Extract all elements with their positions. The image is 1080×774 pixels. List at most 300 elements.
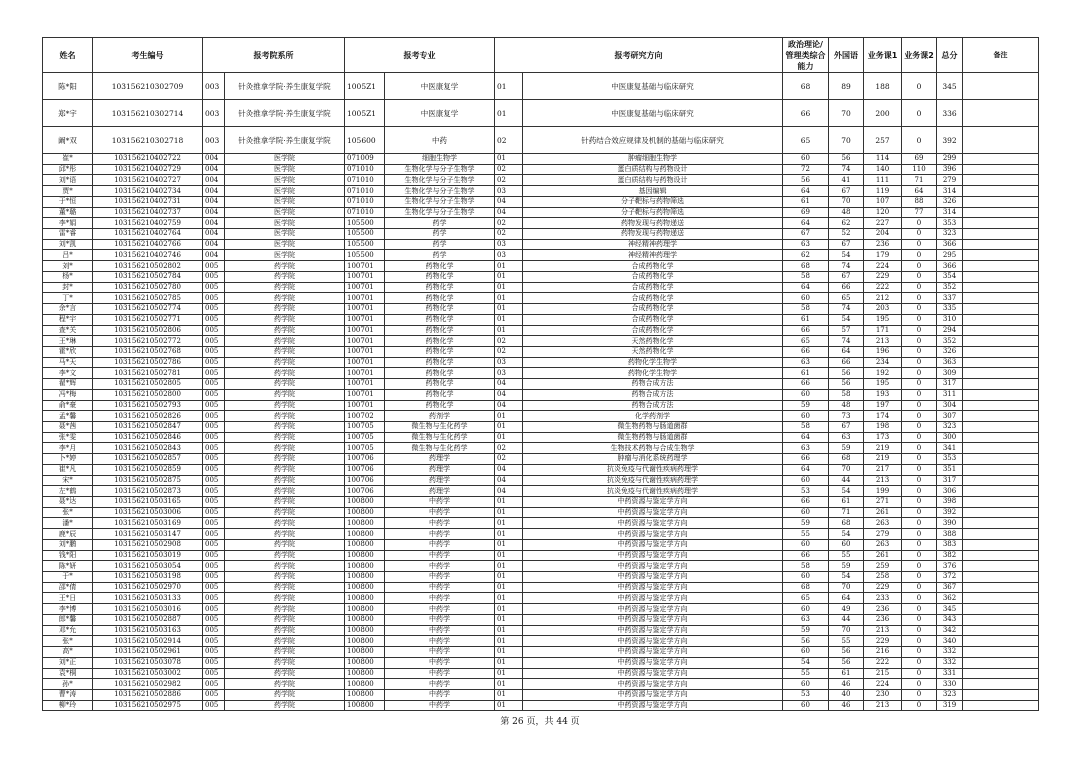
header-direction: 报考研究方向	[495, 38, 783, 73]
cell-dept-code: 005	[203, 271, 225, 282]
cell-direction: 中药资源与鉴定学方向	[523, 582, 783, 593]
cell-major-code: 100800	[345, 668, 385, 679]
cell-course1: 279	[864, 529, 902, 540]
table-row	[43, 647, 1039, 658]
cell-id: 103156210502843	[93, 443, 203, 454]
cell-dept-code: 004	[203, 250, 225, 261]
cell-total: 353	[937, 218, 963, 229]
cell-note	[963, 421, 1039, 432]
cell-note	[963, 73, 1039, 100]
table-row	[43, 304, 1039, 315]
cell-dept: 药学院	[225, 486, 345, 497]
cell-major-code: 100706	[345, 486, 385, 497]
cell-course2: 0	[902, 229, 937, 240]
header-course2: 业务课2	[902, 38, 937, 73]
cell-course2: 0	[902, 550, 937, 561]
cell-course1: 213	[864, 625, 902, 636]
cell-major: 中药学	[385, 614, 495, 625]
cell-course1: 224	[864, 679, 902, 690]
table-row	[43, 346, 1039, 357]
cell-course1: 263	[864, 518, 902, 529]
cell-total: 310	[937, 314, 963, 325]
cell-course1: 217	[864, 464, 902, 475]
cell-note	[963, 454, 1039, 465]
cell-direction: 分子靶标与药物筛选	[523, 207, 783, 218]
cell-dir-code: 03	[495, 368, 523, 379]
cell-total: 351	[937, 464, 963, 475]
cell-direction: 中医康复基础与临床研究	[523, 73, 783, 100]
cell-course2: 77	[902, 207, 937, 218]
table-row	[43, 443, 1039, 454]
cell-major: 药物化学	[385, 304, 495, 315]
cell-course2: 0	[902, 614, 937, 625]
cell-name: 张*	[43, 507, 93, 518]
cell-course1: 215	[864, 668, 902, 679]
cell-foreign: 65	[829, 293, 864, 304]
cell-course1: 216	[864, 647, 902, 658]
cell-id: 103156210502780	[93, 282, 203, 293]
cell-course2: 0	[902, 379, 937, 390]
cell-name: 翟*辉	[43, 379, 93, 390]
cell-dir-code: 01	[495, 73, 523, 100]
cell-name: 陈*妍	[43, 561, 93, 572]
cell-direction: 中药资源与鉴定学方向	[523, 614, 783, 625]
cell-name: 李*博	[43, 604, 93, 615]
cell-id: 103156210402722	[93, 154, 203, 165]
cell-dept: 药学院	[225, 475, 345, 486]
cell-dept-code: 004	[203, 207, 225, 218]
cell-note	[963, 379, 1039, 390]
cell-course2: 0	[902, 261, 937, 272]
cell-course2: 0	[902, 593, 937, 604]
cell-course1: 203	[864, 304, 902, 315]
cell-major: 生物化学与分子生物学	[385, 186, 495, 197]
cell-dept-code: 005	[203, 432, 225, 443]
cell-note	[963, 411, 1039, 422]
cell-name: 邓*允	[43, 625, 93, 636]
cell-course2: 69	[902, 154, 937, 165]
cell-politics: 63	[783, 614, 829, 625]
cell-dept-code: 005	[203, 261, 225, 272]
table-row	[43, 689, 1039, 700]
cell-dept-code: 005	[203, 593, 225, 604]
cell-direction: 中药资源与鉴定学方向	[523, 593, 783, 604]
cell-note	[963, 668, 1039, 679]
cell-direction: 药物发现与药物递送	[523, 218, 783, 229]
cell-course2: 0	[902, 421, 937, 432]
cell-dept-code: 005	[203, 293, 225, 304]
cell-major-code: 100800	[345, 625, 385, 636]
cell-dept: 药学院	[225, 400, 345, 411]
cell-dir-code: 01	[495, 572, 523, 583]
cell-dir-code: 01	[495, 314, 523, 325]
cell-direction: 中药资源与鉴定学方向	[523, 561, 783, 572]
table-row	[43, 207, 1039, 218]
cell-note	[963, 389, 1039, 400]
cell-course2: 0	[902, 497, 937, 508]
cell-name: 贾*	[43, 186, 93, 197]
cell-course1: 173	[864, 432, 902, 443]
cell-direction: 蛋白质结构与药物设计	[523, 175, 783, 186]
cell-total: 306	[937, 486, 963, 497]
cell-note	[963, 207, 1039, 218]
cell-politics: 59	[783, 625, 829, 636]
cell-major-code: 100800	[345, 636, 385, 647]
cell-total: 366	[937, 239, 963, 250]
cell-note	[963, 636, 1039, 647]
cell-total: 300	[937, 432, 963, 443]
cell-major-code: 071010	[345, 164, 385, 175]
cell-dir-code: 04	[495, 196, 523, 207]
cell-politics: 64	[783, 432, 829, 443]
cell-course1: 199	[864, 486, 902, 497]
cell-foreign: 70	[829, 582, 864, 593]
cell-total: 319	[937, 700, 963, 711]
cell-id: 103156210402727	[93, 175, 203, 186]
cell-note	[963, 175, 1039, 186]
cell-total: 398	[937, 497, 963, 508]
cell-direction: 中药资源与鉴定学方向	[523, 529, 783, 540]
cell-course1: 258	[864, 572, 902, 583]
cell-politics: 66	[783, 454, 829, 465]
cell-dir-code: 01	[495, 271, 523, 282]
cell-major-code: 100800	[345, 561, 385, 572]
cell-dir-code: 01	[495, 325, 523, 336]
cell-politics: 60	[783, 679, 829, 690]
cell-note	[963, 336, 1039, 347]
cell-course1: 219	[864, 454, 902, 465]
table-row	[43, 250, 1039, 261]
cell-foreign: 59	[829, 561, 864, 572]
cell-dept-code: 004	[203, 164, 225, 175]
cell-dept: 药学院	[225, 518, 345, 529]
cell-major: 中药	[385, 127, 495, 154]
cell-total: 396	[937, 164, 963, 175]
cell-note	[963, 357, 1039, 368]
cell-note	[963, 657, 1039, 668]
cell-politics: 64	[783, 282, 829, 293]
table-row	[43, 593, 1039, 604]
cell-name: 王*琳	[43, 336, 93, 347]
cell-foreign: 70	[829, 196, 864, 207]
cell-dept-code: 005	[203, 625, 225, 636]
cell-dept-code: 005	[203, 507, 225, 518]
cell-name: 刘*语	[43, 175, 93, 186]
cell-dept-code: 005	[203, 614, 225, 625]
cell-major-code: 100701	[345, 304, 385, 315]
cell-politics: 60	[783, 507, 829, 518]
cell-major: 药理学	[385, 475, 495, 486]
cell-major: 中药学	[385, 550, 495, 561]
cell-id: 103156210502970	[93, 582, 203, 593]
cell-id: 103156210502802	[93, 261, 203, 272]
cell-politics: 60	[783, 572, 829, 583]
cell-name: 张*	[43, 636, 93, 647]
cell-dir-code: 01	[495, 539, 523, 550]
cell-dept: 药学院	[225, 679, 345, 690]
cell-course2: 110	[902, 164, 937, 175]
table-row	[43, 400, 1039, 411]
cell-id: 103156210502800	[93, 389, 203, 400]
cell-politics: 65	[783, 127, 829, 154]
cell-politics: 64	[783, 186, 829, 197]
cell-note	[963, 304, 1039, 315]
cell-dept-code: 005	[203, 668, 225, 679]
cell-total: 336	[937, 100, 963, 127]
cell-politics: 61	[783, 314, 829, 325]
cell-major: 药学	[385, 218, 495, 229]
cell-foreign: 60	[829, 539, 864, 550]
cell-dept-code: 005	[203, 486, 225, 497]
cell-dir-code: 04	[495, 475, 523, 486]
cell-politics: 58	[783, 271, 829, 282]
cell-dir-code: 01	[495, 100, 523, 127]
cell-major-code: 100701	[345, 400, 385, 411]
cell-foreign: 57	[829, 325, 864, 336]
cell-dept: 医学院	[225, 186, 345, 197]
cell-dir-code: 02	[495, 443, 523, 454]
cell-dept-code: 005	[203, 561, 225, 572]
cell-politics: 61	[783, 368, 829, 379]
cell-foreign: 56	[829, 379, 864, 390]
cell-major: 微生物与生化药学	[385, 443, 495, 454]
cell-course1: 222	[864, 282, 902, 293]
cell-direction: 合成药物化学	[523, 304, 783, 315]
cell-dept: 药学院	[225, 689, 345, 700]
table-row	[43, 486, 1039, 497]
cell-politics: 53	[783, 486, 829, 497]
cell-course2: 71	[902, 175, 937, 186]
cell-total: 307	[937, 411, 963, 422]
cell-course2: 0	[902, 314, 937, 325]
table-row	[43, 657, 1039, 668]
cell-dept-code: 004	[203, 154, 225, 165]
cell-note	[963, 325, 1039, 336]
cell-dir-code: 01	[495, 154, 523, 165]
cell-course2: 0	[902, 411, 937, 422]
cell-major-code: 100705	[345, 443, 385, 454]
cell-total: 337	[937, 293, 963, 304]
cell-dept-code: 003	[203, 127, 225, 154]
cell-course2: 0	[902, 218, 937, 229]
cell-note	[963, 271, 1039, 282]
cell-direction: 抗炎免疫与代谢性疾病药理学	[523, 486, 783, 497]
cell-dir-code: 01	[495, 432, 523, 443]
cell-major-code: 100800	[345, 572, 385, 583]
cell-dept: 药学院	[225, 421, 345, 432]
cell-id: 103156210402731	[93, 196, 203, 207]
table-row	[43, 100, 1039, 127]
cell-politics: 59	[783, 400, 829, 411]
cell-major-code: 100702	[345, 411, 385, 422]
cell-major: 中药学	[385, 518, 495, 529]
cell-name: 程*宇	[43, 314, 93, 325]
cell-course2: 0	[902, 700, 937, 711]
cell-dept-code: 005	[203, 636, 225, 647]
cell-course2: 0	[902, 572, 937, 583]
cell-dir-code: 04	[495, 207, 523, 218]
cell-name: 鹿*辰	[43, 529, 93, 540]
cell-major: 中药学	[385, 647, 495, 658]
cell-dir-code: 04	[495, 379, 523, 390]
cell-course1: 213	[864, 475, 902, 486]
cell-major-code: 100705	[345, 421, 385, 432]
cell-total: 279	[937, 175, 963, 186]
cell-direction: 中药资源与鉴定学方向	[523, 700, 783, 711]
cell-politics: 60	[783, 700, 829, 711]
cell-course1: 236	[864, 604, 902, 615]
cell-course1: 236	[864, 614, 902, 625]
cell-dir-code: 04	[495, 389, 523, 400]
cell-course1: 193	[864, 389, 902, 400]
cell-note	[963, 572, 1039, 583]
cell-foreign: 70	[829, 464, 864, 475]
cell-foreign: 44	[829, 475, 864, 486]
cell-foreign: 55	[829, 636, 864, 647]
table-row	[43, 475, 1039, 486]
cell-dept-code: 004	[203, 229, 225, 240]
table-row	[43, 432, 1039, 443]
cell-dir-code: 01	[495, 293, 523, 304]
table-row	[43, 572, 1039, 583]
cell-name: 冯*梅	[43, 389, 93, 400]
cell-course2: 0	[902, 464, 937, 475]
cell-name: 封*	[43, 282, 93, 293]
cell-politics: 66	[783, 325, 829, 336]
table-row	[43, 464, 1039, 475]
cell-id: 103156210502786	[93, 357, 203, 368]
cell-dir-code: 01	[495, 614, 523, 625]
header-course1: 业务课1	[864, 38, 902, 73]
cell-course1: 213	[864, 700, 902, 711]
cell-course1: 200	[864, 100, 902, 127]
cell-major-code: 071010	[345, 175, 385, 186]
cell-total: 372	[937, 572, 963, 583]
cell-course1: 111	[864, 175, 902, 186]
cell-name: 于*	[43, 572, 93, 583]
cell-course2: 0	[902, 454, 937, 465]
header-id: 考生编号	[93, 38, 203, 73]
cell-foreign: 70	[829, 100, 864, 127]
cell-foreign: 46	[829, 679, 864, 690]
header-politics: 政治理论/管理类综合能力	[783, 38, 829, 73]
cell-id: 103156210502806	[93, 325, 203, 336]
cell-name: 左*鹤	[43, 486, 93, 497]
cell-course2: 88	[902, 196, 937, 207]
table-row	[43, 218, 1039, 229]
cell-direction: 药物化学生物学	[523, 357, 783, 368]
table-row	[43, 196, 1039, 207]
cell-major: 中药学	[385, 636, 495, 647]
header-dept: 报考院系所	[203, 38, 345, 73]
cell-dept: 医学院	[225, 164, 345, 175]
cell-politics: 56	[783, 175, 829, 186]
header-note: 备注	[963, 38, 1039, 73]
cell-foreign: 54	[829, 314, 864, 325]
cell-politics: 72	[783, 164, 829, 175]
cell-dept-code: 005	[203, 604, 225, 615]
cell-dept: 药学院	[225, 325, 345, 336]
cell-dir-code: 01	[495, 507, 523, 518]
cell-total: 390	[937, 518, 963, 529]
table-row	[43, 529, 1039, 540]
cell-dept: 医学院	[225, 196, 345, 207]
cell-note	[963, 196, 1039, 207]
cell-foreign: 74	[829, 164, 864, 175]
cell-foreign: 52	[829, 229, 864, 240]
cell-major-code: 100705	[345, 432, 385, 443]
cell-name: 阚*双	[43, 127, 93, 154]
cell-dept: 药学院	[225, 464, 345, 475]
cell-total: 295	[937, 250, 963, 261]
cell-total: 392	[937, 507, 963, 518]
cell-direction: 药物化学生物学	[523, 368, 783, 379]
cell-foreign: 63	[829, 432, 864, 443]
cell-dept: 针灸推拿学院·养生康复学院	[225, 127, 345, 154]
cell-major: 中药学	[385, 561, 495, 572]
cell-dir-code: 04	[495, 400, 523, 411]
cell-total: 331	[937, 668, 963, 679]
cell-total: 366	[937, 261, 963, 272]
cell-politics: 66	[783, 550, 829, 561]
table-row	[43, 604, 1039, 615]
cell-direction: 微生物药物与肠道菌群	[523, 421, 783, 432]
cell-id: 103156210402746	[93, 250, 203, 261]
cell-dept-code: 004	[203, 196, 225, 207]
cell-dept-code: 005	[203, 700, 225, 711]
table-row	[43, 261, 1039, 272]
cell-dept-code: 005	[203, 582, 225, 593]
cell-major-code: 105500	[345, 229, 385, 240]
cell-major-code: 100800	[345, 518, 385, 529]
cell-dept-code: 005	[203, 325, 225, 336]
cell-course1: 234	[864, 357, 902, 368]
cell-dept-code: 005	[203, 304, 225, 315]
cell-major-code: 100800	[345, 550, 385, 561]
cell-course2: 0	[902, 561, 937, 572]
cell-id: 103156210502859	[93, 464, 203, 475]
cell-direction: 合成药物化学	[523, 261, 783, 272]
cell-name: 宋*	[43, 475, 93, 486]
cell-direction: 神经精神药理学	[523, 250, 783, 261]
cell-dept: 药学院	[225, 379, 345, 390]
cell-course1: 261	[864, 550, 902, 561]
cell-note	[963, 529, 1039, 540]
cell-id: 103156210502805	[93, 379, 203, 390]
cell-total: 332	[937, 647, 963, 658]
cell-total: 363	[937, 357, 963, 368]
cell-course2: 0	[902, 250, 937, 261]
cell-total: 323	[937, 229, 963, 240]
cell-major: 药物化学	[385, 314, 495, 325]
cell-note	[963, 432, 1039, 443]
cell-major-code: 100800	[345, 582, 385, 593]
cell-dir-code: 01	[495, 518, 523, 529]
cell-dept: 药学院	[225, 593, 345, 604]
cell-major-code: 071010	[345, 186, 385, 197]
cell-politics: 58	[783, 304, 829, 315]
cell-politics: 68	[783, 582, 829, 593]
cell-name: 潘*	[43, 518, 93, 529]
cell-id: 103156210502846	[93, 432, 203, 443]
cell-name: 孟*馨	[43, 411, 93, 422]
cell-dept-code: 005	[203, 497, 225, 508]
cell-total: 388	[937, 529, 963, 540]
cell-direction: 抗炎免疫与代谢性疾病药理学	[523, 475, 783, 486]
cell-direction: 中药资源与鉴定学方向	[523, 572, 783, 583]
cell-total: 353	[937, 454, 963, 465]
cell-id: 103156210503163	[93, 625, 203, 636]
